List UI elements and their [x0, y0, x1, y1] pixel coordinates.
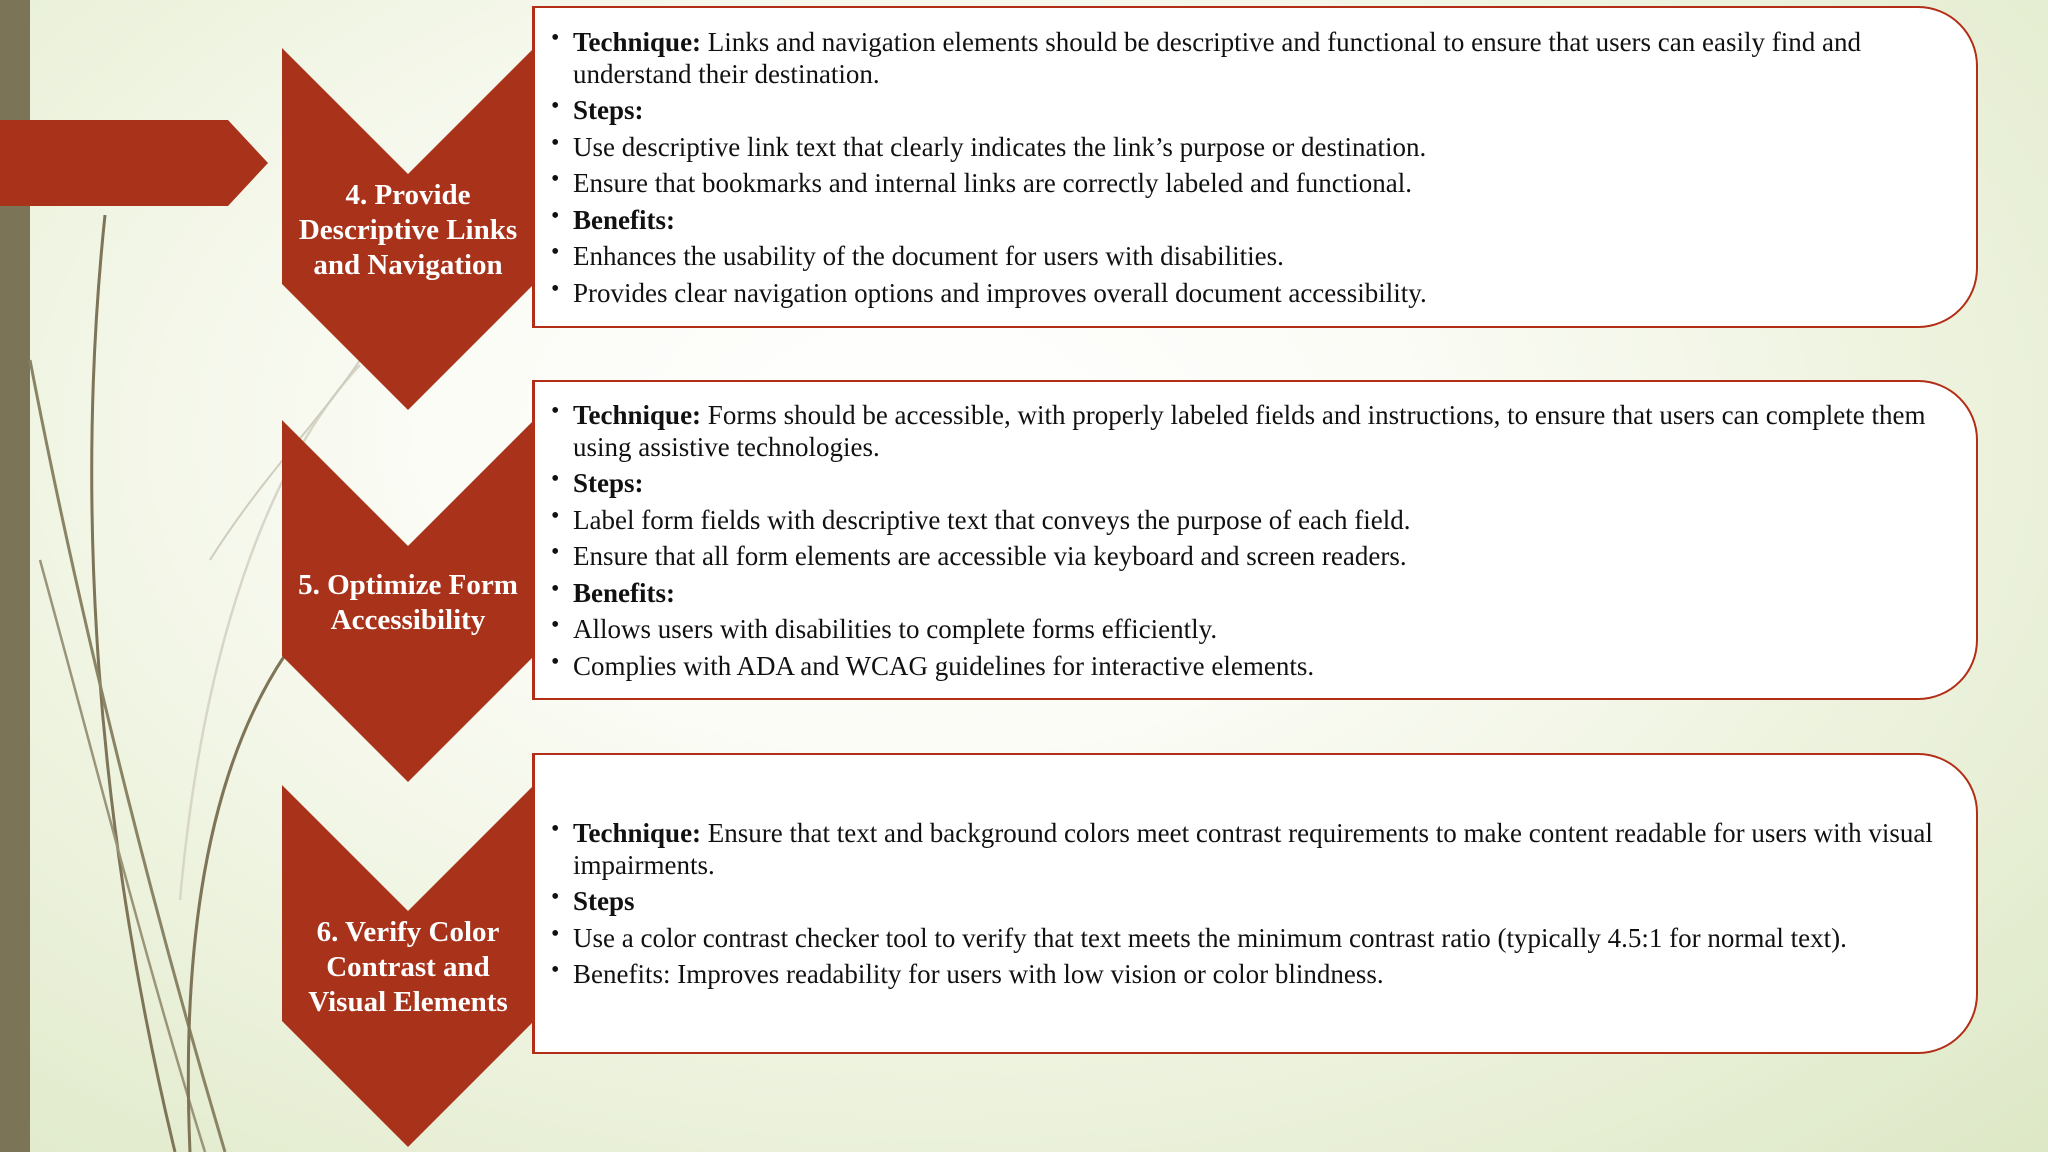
bullet-text: Forms should be accessible, with properly labeled fields and instructions, to ensure that users can complete them using assistive technologies. [573, 399, 1926, 462]
bullet-text: Ensure that bookmarks and internal links are correctly labeled and functional. [573, 168, 1412, 198]
bullet-text: Benefits: Improves readability for users with low vision or color blindness. [573, 959, 1384, 990]
bullet-text: Label form fields with descriptive text that conveys the purpose of each field. [573, 504, 1411, 535]
bullet-item [571, 467, 1946, 499]
bullet-item [571, 885, 1946, 917]
bullet-text: Links and navigation elements should be descriptive and functional to ensure that users can easily find and understand their destination. [573, 26, 1861, 89]
bullet-item [571, 26, 1946, 90]
section-4-title [282, 178, 534, 283]
bullet-item [571, 922, 1946, 954]
section-4-title-line: Descriptive Links [298, 214, 518, 246]
bullet-item [571, 277, 1946, 309]
bullet-text: Provides clear navigation options and improves overall document accessibility. [573, 277, 1427, 308]
section-6-content-box [532, 753, 1978, 1054]
bullet-text: Ensure that text and background colors meet contrast requirements to make content readable for users with visual impairments. [573, 817, 1933, 880]
section-5-content-box [532, 380, 1978, 700]
bullet-keyword: Technique: [573, 26, 702, 57]
bullet-text: Enhances the usability of the document for users with disabilities. [573, 241, 1284, 271]
section-6-title-line: Visual Elements [308, 986, 508, 1018]
section-4-title-line: and Navigation [313, 249, 503, 281]
bullet-item [571, 650, 1946, 682]
section-4-content-box [532, 6, 1978, 328]
section-6-title [282, 915, 534, 1020]
bullet-text: Allows users with disabilities to complete forms efficiently. [573, 614, 1218, 644]
bullet-text: Ensure that all form elements are accessible via keyboard and screen readers. [573, 541, 1407, 571]
bullet-item [571, 540, 1946, 572]
bullet-item [571, 94, 1946, 126]
bullet-text: Complies with ADA and WCAG guidelines for interactive elements. [573, 650, 1315, 681]
bullet-item [571, 167, 1946, 199]
bullet-item [571, 958, 1946, 990]
section-6-title-line: Contrast and [326, 951, 490, 983]
bullet-keyword: Technique: [573, 399, 702, 430]
bullet-text: Use descriptive link text that clearly indicates the link’s purpose or destination. [573, 131, 1427, 162]
bullet-item [571, 577, 1946, 609]
bullet-keyword: Benefits: [573, 577, 675, 608]
arrow-tab-icon [0, 120, 270, 206]
section-5-title-line: 5. Optimize Form [298, 569, 518, 601]
bullet-keyword: Steps: [573, 95, 644, 125]
section-5-bullet-list [571, 399, 1946, 682]
bullet-item [571, 399, 1946, 463]
bullet-item [571, 504, 1946, 536]
bullet-text: Use a color contrast checker tool to verify that text meets the minimum contrast ratio (typically 4.5:1 for normal text). [573, 922, 1847, 953]
section-5-title [282, 568, 534, 638]
bullet-keyword: Steps: [573, 468, 644, 498]
section-6-title-line: 6. Verify Color [316, 916, 500, 948]
section-5-title-line: Accessibility [330, 604, 486, 636]
bullet-keyword: Benefits: [573, 204, 675, 235]
bullet-item [571, 204, 1946, 236]
bullet-keyword: Technique: [573, 817, 702, 848]
bullet-item [571, 131, 1946, 163]
bullet-item [571, 240, 1946, 272]
section-4-bullet-list [571, 26, 1946, 309]
section-4-title-line: 4. Provide [345, 179, 471, 211]
section-6-bullet-list [571, 817, 1946, 991]
bullet-item [571, 613, 1946, 645]
bullet-item [571, 817, 1946, 881]
bullet-keyword: Steps [573, 886, 635, 917]
